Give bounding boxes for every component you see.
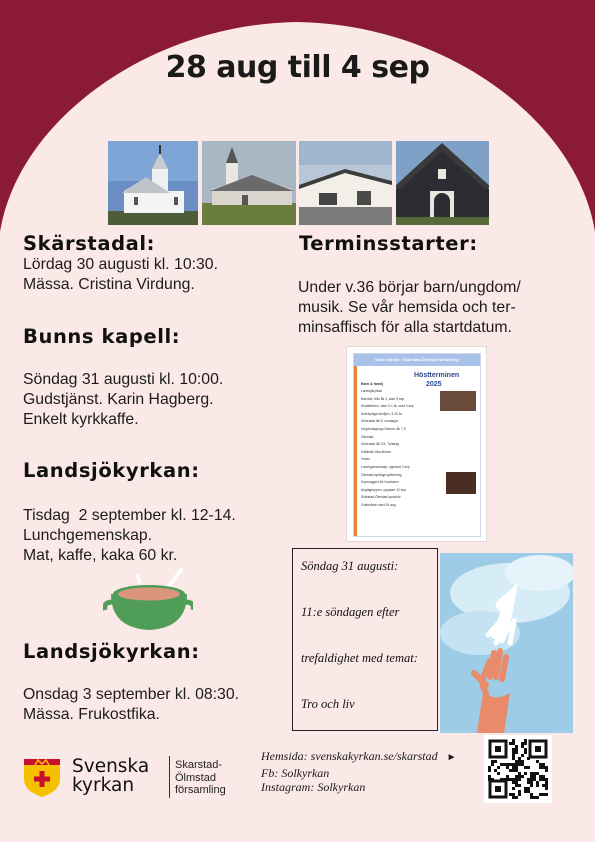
sunday-line: Söndag 31 augusti: [301, 559, 399, 573]
section-text-terminsstarter [298, 278, 521, 338]
section-text-bunns [23, 370, 223, 430]
poster-line: Änglagruppen, uppstart 12 sep [361, 487, 407, 492]
hands-illustration [440, 553, 573, 733]
sunday-info-box [292, 548, 438, 731]
logo-line: Svenska [72, 756, 150, 777]
parish-line: församling [175, 784, 226, 796]
section-heading-bunns: Bunns kapell: [23, 325, 181, 348]
poster-header: Detta händer i Skärstad-Ölmstad församling [354, 354, 480, 366]
poster-line: Äventyrliga familjen, 3-10 år [361, 411, 402, 416]
logo-wordmark [72, 757, 149, 795]
text-line: Mässa. Frukostfika. [23, 706, 160, 723]
poster-line: Landsjökyrkan [361, 389, 383, 393]
parish-line: Skarstad- [175, 759, 223, 771]
poster-line: Lunchgemenskap, uppstart 2 sep [361, 464, 410, 469]
poster-line: Vuxen [361, 457, 371, 462]
page-title: 28 aug till 4 sep [165, 50, 430, 85]
text-line: Mässa. Cristina Virdung. [23, 276, 195, 293]
svenska-kyrkan-logo-icon [22, 757, 62, 797]
section-heading-terminsstarter: Terminsstarter: [299, 232, 478, 255]
poster-title: Höstterminen [414, 372, 460, 379]
text-line: minsaffisch för alla startdatum. [298, 319, 512, 336]
poster-line: Ölmstad [361, 434, 374, 439]
poster-year: 2025 [426, 381, 442, 388]
parish-name [175, 759, 226, 797]
text-line: Under v.36 börjar barn/ungdom/ [298, 279, 521, 296]
parish-line: Ölmstad [175, 771, 216, 784]
section-text-landsjo-1 [23, 506, 236, 566]
text-line: musik. Se vår hemsida och ter- [298, 299, 516, 316]
poster-line: Barnkör, från åk 3, start 3 sep [361, 396, 405, 401]
poster-sub: Barn & familj [361, 382, 384, 386]
poster-line: Ölmstad kyrkliga syförening [361, 472, 402, 477]
text-line: Mat, kaffe, kaka 60 kr. [23, 547, 178, 564]
text-line: Tisdag 2 september kl. 12-14. [23, 507, 236, 524]
text-line: Onsdag 3 september kl. 08:30. [23, 686, 240, 703]
logo-divider [169, 756, 170, 798]
text-line: Gudstjänst. Karin Hagberg. [23, 391, 214, 408]
poster-line: Gubbkören start 26 aug [361, 502, 396, 507]
website-link[interactable]: Hemsida: svenskakyrkan.se/skarstad [261, 749, 438, 763]
chapel-modern-icon [299, 141, 392, 225]
section-text-landsjo-2 [23, 685, 239, 725]
barn-church-icon [396, 141, 489, 225]
section-heading-skarstad: Skärstadal: [23, 232, 156, 255]
logo-line: kyrkan [72, 775, 135, 796]
qr-code-icon[interactable] [484, 735, 552, 803]
contact-links [261, 749, 457, 795]
poster-line: Ulvbrudar åk 5, onsdagar [361, 419, 399, 424]
section-text-skarstad [23, 255, 218, 295]
section-heading-landsjo-1: Landsjökyrkan: [23, 459, 200, 482]
section-heading-landsjo-2: Landsjökyrkan: [23, 640, 200, 663]
poster-line: Ungdomsgrupp Deluxe, åk 7-9 [361, 426, 406, 431]
instagram-link[interactable]: Instagram: Solkyrkan [261, 780, 366, 794]
poster-line: Ulvbrudar åk 3-5, Torsdag [361, 442, 399, 447]
soup-pot-icon [103, 566, 193, 636]
church-white-icon [108, 141, 198, 225]
sunday-line: trefaldighet med temat: [301, 651, 418, 665]
term-poster[interactable] [346, 346, 487, 542]
text-line: Söndag 31 augusti kl. 10:00. [23, 371, 224, 388]
poster-line: Knattekören, barn 0-1 år, start 4 sep [361, 404, 414, 409]
arrow-right-icon: ► [446, 752, 457, 763]
sunday-line: 11:e söndagen efter [301, 605, 400, 619]
poster-guitar-photo [446, 472, 476, 494]
church-stone-icon [202, 141, 296, 225]
poster-line: Sopmuggen för Kumlaren [361, 480, 399, 485]
text-line: Enkelt kyrkkaffe. [23, 411, 139, 428]
sunday-line: Tro och liv [301, 697, 355, 711]
text-line: Lördag 30 augusti kl. 10:30. [23, 256, 218, 273]
text-line: Lunchgemenskap. [23, 527, 153, 544]
facebook-link[interactable]: Fb: Solkyrkan [261, 765, 330, 780]
poster-line: Grillkväll, fika deluxe [361, 449, 392, 454]
poster-line: Skärstad-Ölmstad kyrkokör [361, 495, 401, 500]
